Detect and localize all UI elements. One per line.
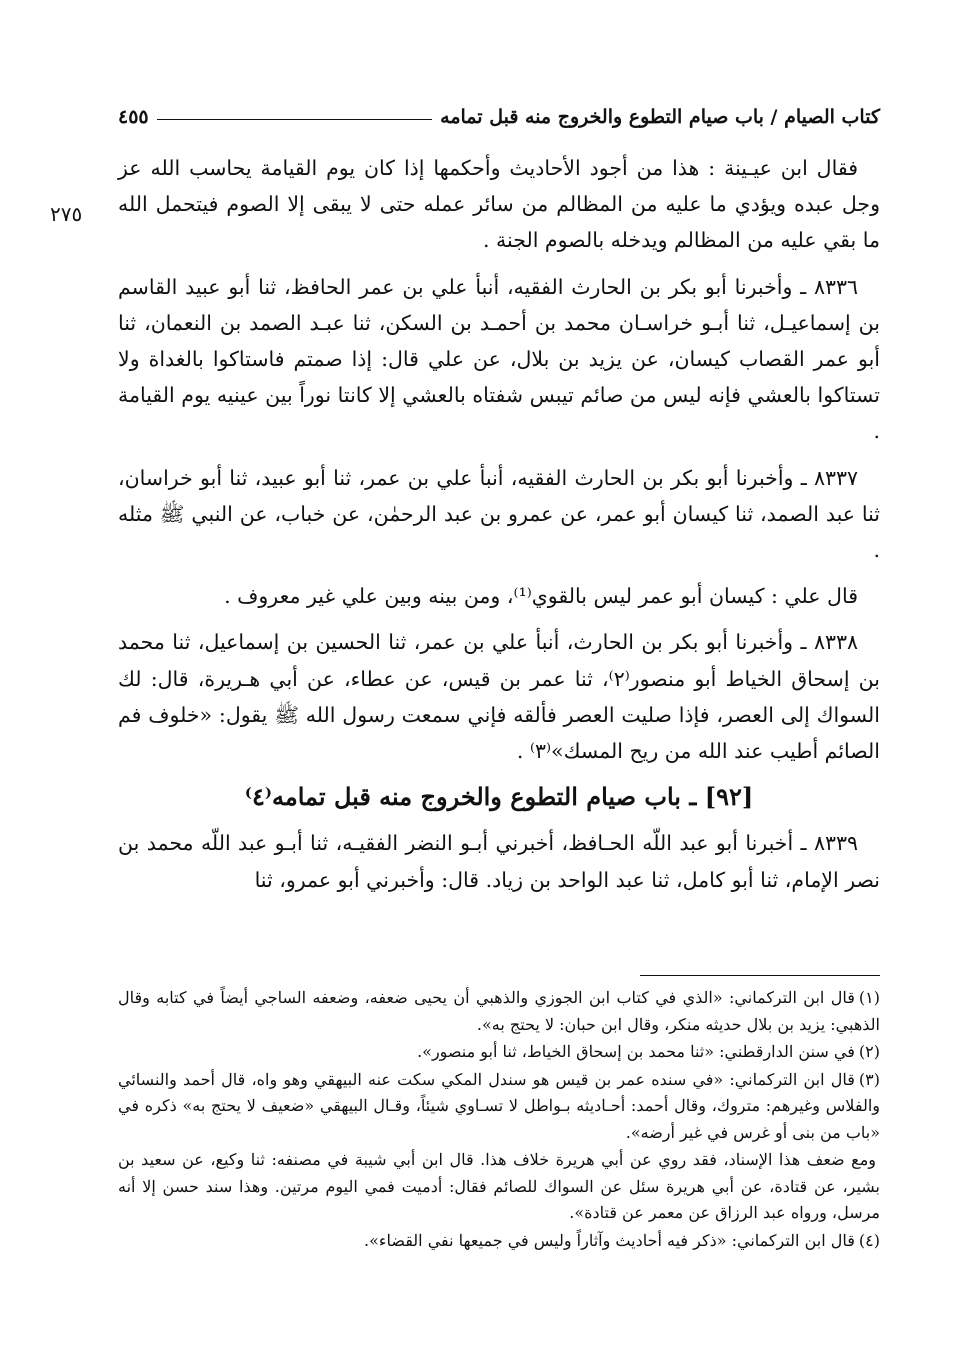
footnote-number: (٢) [858,1042,880,1061]
page-number: ٤٥٥ [118,106,149,128]
footnote-rule [640,975,880,976]
footnote-text: قال ابن التركماني: «في سنده عمر بن قيس هو سندل المكي سكت عنه البيهقي وهو واه، قال أحمد والنسائي والفلاس وغيرهم: متروك، وقال أحمد: أحـاديثه بـواطل لا تسـاوي شيئاً، وقـال البيهقي «ضعيف لا يحتج به» ذكره في «باب من بنى أو غرس في غير أرضه». [118,1069,880,1142]
footnote [118,985,880,1038]
footnote-text: في سنن الدارقطني: «ثنا محمد بن إسحاق الخياط، ثنا أبو منصور». [417,1042,855,1061]
footnote-number: (٣) [858,1069,880,1089]
footnote-number: (١) [858,988,880,1007]
section-heading: [٩٢] ـ باب صيام التطوع والخروج منه قبل تمامه⁽٤⁾ [244,782,754,812]
paragraph: قال علي : كيسان أبو عمر ليس بالقوي⁽¹⁾، ومن بينه وبين علي غير معروف . [224,584,858,609]
footnote-number: (٤) [858,1230,880,1250]
paragraph: فقال ابن عيـينة : هذا من أجود الأحاديث وأحكمها إذا كان يوم القيامة يحاسب الله عز وجل عبده ويؤدي ما عليه من المظالم من سائر عمله حتى لا يبقى إلا الصوم فيتحمل الله ما بقي عليه من المظالم ويدخله بالصوم الجنة . [118,156,880,253]
footnote-text: قال ابن التركماني: «الذي في كتاب ابن الجوزي والذهبي أن يحيى ضعفه، وضعفه الساجي أيضاً في كتابه وقال الذهبي: يزيد بن بلال حديثه منكر، وقال ابن حبان: لا يحتج به». [118,988,880,1034]
header-title: كتاب الصيام / باب صيام التطوع والخروج منه قبل تمامه [440,106,880,128]
footnote [118,1147,880,1227]
footnote [118,1039,880,1066]
running-header [118,88,880,128]
paragraph: ٨٣٣٩ ـ أخبرنا أبو عبد اللّه الحـافظ، أخبرني أبـو النضر الفقيـه، ثنا أبـو عبد اللّه محمد بن نصر الإمام، ثنا أبو كامل، ثنا عبد الواحد بن زياد. قال: وأخبرني أبو عمرو، ثنا [118,831,880,892]
footnotes [118,985,880,1255]
footnote [118,1228,880,1255]
header-rule [157,119,433,120]
paragraph: ٨٣٣٨ ـ وأخبرنا أبو بكر بن الحارث، أنبأ علي بن عمر، ثنا الحسين بن إسماعيل، ثنا محمد بن إسحاق الخياط أبو منصور⁽٢⁾، ثنا عمر بن قيس، عن عطاء، عن أبي هـريرة، قال: لك السواك إلى العصر، فإذا صليت العصر فألقه فإني سمعت رسول الله ﷺ يقول: «خلوف فم الصائم أطيب عند الله من ريح المسك»⁽٣⁾ . [118,630,880,764]
footnote [118,1067,880,1147]
footnote-text: ومع ضعف هذا الإسناد، فقد روي عن أبي هريرة خلاف هذا. قال ابن أبي شيبة في مصنفه: ثنا وكيع، عن سعيد بن بشير، عن قتادة، عن أبي هريرة سئل عن السواك للصائم فقال: أدميت فمي اليوم مرتين. وهذا سند حسن إلا أنه مرسل، ورواه عبد الرزاق عن معمر عن قتادة». [118,1150,880,1222]
paragraph: ٨٣٣٦ ـ وأخبرنا أبو بكر بن الحارث الفقيه، أنبأ علي بن عمر الحافظ، ثنا أبو عبيد القاسم بن إسماعيـل، ثنا أبـو خراسـان محمد بن أحمـد بن السكن، ثنا عبـد الصمد بن النعمان، ثنا أبو عمر القصاب كيسان، عن يزيد بن بلال، عن علي قال: إذا صمتم فاستاكوا بالغداة ولا تستاكوا بالعشي فإنه ليس من صائم تيبس شفتاه بالعشي إلا كانتا نوراً بين عينيه يوم القيامة . [118,274,880,444]
main-text [118,150,880,908]
margin-number: ٢٧٥ [50,202,83,226]
footnote-text: قال ابن التركماني: «ذكر فيه أحاديث وآثاراً وليس في جميعها نفي القضاء». [364,1230,855,1250]
paragraph: ٨٣٣٧ ـ وأخبرنا أبو بكر بن الحارث الفقيه، أنبأ علي بن عمر، ثنا أبو عبيد، ثنا أبو خراسان، ثنا عبد الصمد، ثنا كيسان أبو عمر، عن عمرو بن عبد الرحمٰن، عن خباب، عن النبي ﷺ مثله . [118,465,880,563]
